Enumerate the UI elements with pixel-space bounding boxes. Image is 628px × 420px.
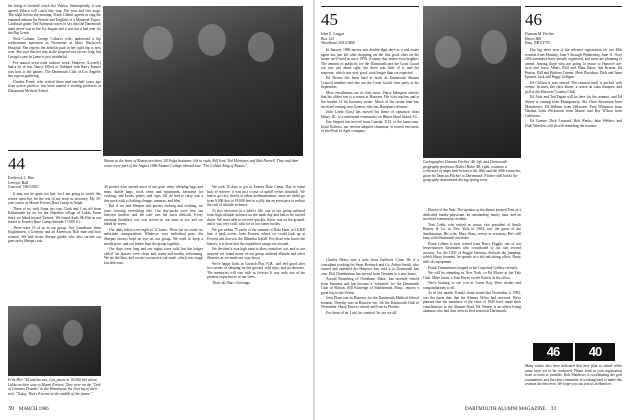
secretary-city: Concord, NH 03301 <box>8 185 39 189</box>
paragraph: We took 10 days to get to Everest Base Camp. Due to some lack of reserve, it was just a case of uphill verses downhill. We had to go very slowly to allow acclimatization, since we didn't go from 9,000 feet to 18,000 feet in a jiffy but an even pace to reduce the risk of altitude sickness. <box>207 185 305 208</box>
paragraph: 30 porters who carried most of our gear: tents, sleeping bags and mats, duffle bags, food, tents and equipment, kerosene for cooking, and bowls, plates, and cups. All we had to carry was a day-pack with a clothing change, cameras, and film. <box>104 185 203 203</box>
class-number-45: 45 <box>321 10 338 29</box>
photo-caption: Cartographer Duncan Fitcher '46, left, and Dartmouth geography professor Robert Huke '48, right, examine a collection of maps held between the 18th and the 20th centuries, given by Duncan Fitcher to Dartmouth. Fitcher still hold's the geography department during spring term. <box>423 160 521 182</box>
secretary-city: Woodland, MA 01886 <box>321 41 355 45</box>
magazine-name: DARTMOUTH ALUMNI MAGAZINE <box>465 407 546 412</box>
class-secretary-address <box>8 176 101 190</box>
paragraph: Nora Cotham, George Cribari's wife, underwent a hip replacement operation in November at Mary Hitchcock Hospital. She reports the arthritis pain in her right hip is now over. She says that her stay at the hospital was far too long, but George's care in Lyme is just wonderful. <box>8 36 101 60</box>
secretary-name: Frederick L. Hier <box>8 176 35 180</box>
figure-shape <box>63 320 83 346</box>
paragraph: Three of us, with Anna, my son, Clark and I, set off from Kathmandu by air for the Nepalese village of Lukla. From there we hiked toward Everest. We found Andy McNitt as our leader to Everest Base Camp (altitude 17,600 ft.). <box>8 206 101 225</box>
figure-shape <box>435 36 461 68</box>
paragraph: Ed Greene, Dick Leonard, Bob Weeks, Jake Webber, and Dick Winslow will also be attending the reunion. <box>525 119 622 128</box>
page-number: 31 <box>550 406 557 412</box>
paragraph: For annual town-wide fashion week, Hanover (Loosely) had a lot of fun. Nancy Elliott of Oakland with Barry Kantor was host to the parties. The Dartmouth Club of Los Angeles has a great gathering. <box>8 60 101 79</box>
left-folio <box>8 406 49 412</box>
paragraph: More enrollments are in class news. Harry Hampton advises that his oldest son is a senior at Hanover. His wife teaches and is the mother of his business owner. Much of his recent time has involved coming into Geneva, who has Hampton's disease. <box>321 90 419 109</box>
class-secretary-address <box>321 32 419 46</box>
left-column-2 <box>104 185 203 403</box>
secretary-name: John E. Leggat <box>321 32 344 36</box>
right-folio <box>465 406 557 412</box>
left-column-1-top <box>8 4 101 144</box>
secretary-name: Duncan M. Fitcher <box>525 32 554 36</box>
right-column-3-bottom <box>525 364 622 404</box>
paragraph: Arnold Rotenberg of Needham, Mass., has recently retired from business and has become a 'volunteer' for the Dartmouth Club of Boston. Bill Kittredge of Marblehead, Mass., reports a great trip to the Orient. <box>321 277 419 295</box>
issue-date: MARCH 1986 <box>19 407 49 412</box>
paragraph: Frank Zimmerman stopped at the Carpenter Gallery recently. <box>428 265 519 270</box>
paragraph: John Lamb (Gus) has moved his home of operation from Henry, Ill., to a retirement community on Hilton Head Island, S.C. <box>321 110 419 119</box>
class-divider <box>8 150 101 151</box>
paragraph: Our days were long and our nights were cold, but the lodges called 'tea houses' were clean and warm and mostly welcoming. We ate dal bhat, and on one occasion a yak steak, which was tough but delicious. <box>104 247 203 265</box>
paragraph: There were 10 of us in our group: five Canadians, three Englishmen, a German, and an American. Half men and four women. We had seven Sherpa guides who also carried our gear and a Sherpa cook. <box>8 225 101 244</box>
paragraph: the firing of football coach Joe Yukica. Subsequently, it was agreed Yukica will coach this year. His year and five stags. The night before the meeting, Frank Gilbert agreed in sing the national anthem (in French and English) at a Montreal Expos-Cardinals game. Ted Krimpak writes to say that the Dartmouth team never was in the Ivy league and it was not a bad year for the Big Green. <box>8 4 101 36</box>
paragraph: We're looking to see you at Green Key. Best wishes and congratulations to all. <box>423 281 521 290</box>
photo-caption: Fritz Hier '44 and his son, Gar, pause at 18,000 feet above Lukla on their way to Mount Everest. They were on the "Trek of Greatest Dreams" in the Himalayas, the first leg of their trek. "Today, That's Everest in the middle of the frame." <box>8 378 101 396</box>
paragraph: As of last month, Frank's letter stated that November 4, 1985, was the latest date that the Alumni Office had received. We're pleased that the members of the class of 1945 have made their contributions to the Alumni Fund. Ed Vernon is an oldest living alumnus who had thus seen its first season at Dartmouth. <box>423 291 521 314</box>
secretary-street: Hayes Hill <box>525 36 542 41</box>
photo-cartographers <box>423 6 521 158</box>
secretary-street: Box 123 <box>321 36 334 41</box>
secretary-city: Etna, NH 03750 <box>525 41 550 45</box>
photo-everest-trek <box>8 306 101 376</box>
photo-russia-boatmen <box>103 6 303 156</box>
paragraph: Many others also have indicated that they plan to attend while some have yet to be contacted. Please send in your registration form as soon as possible. Bob Matthews is coordinating the golf tournament, and the class committee is working hard to make this reunion the best ever. We hope you can join us in Hanover. <box>525 364 622 386</box>
paragraph: Tom Cable, who retired as senior vice president of Smith Barney & Co. in New York in 1984, was the guest of the Smithsonian. His wife, Mary Shaw, serves as secretary. He's still busy with Dartmouth activities. <box>423 222 521 241</box>
paragraph: At this elevation in a hiker's life, one of our group suffered from high-altitude sickness on the ninth day and had to be carried down. We were able to recover quickly. Snow was on the ground, and it was very cold, with ice in our water bottles. <box>207 208 305 227</box>
paragraph: Ed Attis and Ted Fagan will be here for the reunion, and Ed Steese is coming from Montgomery, Ala. Dave Stevenson from Manchester, Ed Webster from Delaware, Fred Whitmore from Nashua, John Wickstrom from Maine, and Ray Wilson from California. <box>525 95 622 118</box>
logo-40: 40 <box>575 343 615 361</box>
class-number-44: 44 <box>8 154 25 173</box>
paragraph: Our big news now is the advance registration for our 40th reunion from Monday, June 9 through Wednesday, June 11. Over 200 classmates have already registered, and more are planning to attend. Among those who are going to return to Hanover are: Jack and Joyce Albert, Rolf and Ellen Bates, Jim Bruton, Ed Burton, Bill and Barbara Conner, Herb Davidson, Dick and Janet Epstein, Jack and Peggy Gilligan. <box>525 48 622 80</box>
right-column-1-continued <box>321 258 419 404</box>
figure-shape <box>248 32 274 62</box>
paragraph: We got within 75 yards of the summit of Kala Patar, at 18,400 feet, a peak across from Everest, where we could look up at Everest and down to the Khumbu Icefall. For those who know the history, it is there that the expedition camps are located. <box>207 227 305 246</box>
class-divider <box>525 6 622 7</box>
paragraph: For those of us, I say, be counted. So say we all. <box>326 311 397 316</box>
right-page <box>315 0 628 420</box>
paragraph: Doctor of the Year. The speaker at the dinner praised Tom as a dedicated family physician, an outstanding family man, and an involved community resident. <box>423 208 521 222</box>
paragraph: We're happy back in Cornish Flat, N.H., and feel good after two weeks of sleeping on the ground, cold trips, and no showers. The memories will stay with us forever. It was truly one of the greatest experiences of our lives. <box>207 261 305 280</box>
paragraph: Our daily hikes were eight to 12 hours. There are no roads, no substitute transportation. Whatever your individual pace, the Sherpas always kept an eye on our group. We tried to keep a steady pace, and our leader kept the group together. <box>104 227 203 246</box>
left-column-1-body <box>8 192 101 304</box>
photo-caption: Shown in the heart of Russia are three '44 Volga boatmen: left to right, Bill Ived, Ted Mortimer, and Bob Purnell. They and their wives were part of the August 1986 Alumni College abroad tour "The Golden Ring of Russia." <box>104 159 299 168</box>
class-divider <box>321 6 419 7</box>
right-column-1 <box>321 48 419 258</box>
secretary-street: Lovejoy Hall <box>8 180 29 185</box>
paragraph: Ed Chilton is now retired. The reunion itself is packed with events: lectures, the class dinner, a cruise on Lake Sunapee, and golf at the Hanover Country Club. <box>525 80 622 94</box>
paragraph: Jim Sargent has moved from Canada, N.H. to the same area. Ernie Roberts, our newest adopted classmate, is retired executive of the Rock of Ages company. <box>321 120 419 134</box>
paragraph: We will be attending in New York, so Ed Moore at the Yale Club. Mike Jason, a Tom Hayes on the Pacific in his office. <box>423 271 521 280</box>
left-column-3 <box>207 185 305 403</box>
figure-shape <box>481 30 507 64</box>
figure-shape <box>143 26 173 60</box>
paragraph: We decided it was high time to blow ourselves out, and to our surprise we found many of our group suffered altitude and other illnesses as we made our way down. <box>207 247 305 261</box>
paragraph: Ed Brown has been hard at work as Dartmouth Alumni Council member and also ran the Coast Guard class party at the September. <box>321 76 419 90</box>
paragraph: That's all, Bart. Greetings. <box>212 280 251 285</box>
paragraph: Frank Gilbert is now retired from Harry Fuggle, one of our lesser-known classmates who contributed to our rare second success. For the CEO of Fuggle Interests Stalwart ski jumping, which Harry founded, he spends in a ski and skiing office. Harry sells ski equipment. <box>423 241 521 265</box>
right-column-3 <box>525 48 622 340</box>
figure-shape <box>23 324 41 346</box>
figure-shape <box>198 24 226 56</box>
paragraph: In January 1986 moves into double-digit days as a real estate agent has just left after dropping off the first good offer on the house we'd lived in since 1958. A sunny day seems even brighter. The amount of publicity for the Dartmouth and the Coast Guard ran was just about right, but there was little of it, and the response, which was very good, took longer than we expected. <box>321 48 419 75</box>
logo-46: 46 <box>533 343 573 361</box>
paragraph: But if we had Sherpas and porters looking and cooking, we were carrying everything else. Our day-packs were also our heaviest burden, and the trail was the most difficult. Every morning breakfast, tea, was served in our tents at six, and we hiked by seven. <box>104 204 203 227</box>
paragraph: It may not be quite too late, for I am going to watch this retiree open fire for the rest of my term as secretary. My 35-year career as Mount Everest Base Camp in Nepal. <box>8 192 101 206</box>
right-column-2 <box>423 208 521 404</box>
class-number-46: 46 <box>525 10 542 29</box>
page-number: 30 <box>8 406 14 412</box>
class-secretary-address <box>525 32 622 46</box>
reunion-logo <box>533 343 617 361</box>
paragraph: Charles Henry sent a note from Guilford, Conn. He is a consultant working for Sears Roebuck and Co. Arthur Smith, who owned and operated the Hanover Inn, sold it to Dartmouth last year. Phil Chamberlain has moved from Vermont to a new home. <box>321 258 419 276</box>
paragraph: John Plum was in Hanover for the Dartmouth Medical School reunion. Dorothy was in Hanover too, for the Dartmouth Club in November. Harry Dorn is retired and lives in Florida. <box>321 296 419 310</box>
left-page <box>0 0 313 420</box>
paragraph: Charles Freed, who retired three and one-half years ago from active practice, has been named a visiting professor at Dartmouth Medical School. <box>8 79 101 93</box>
